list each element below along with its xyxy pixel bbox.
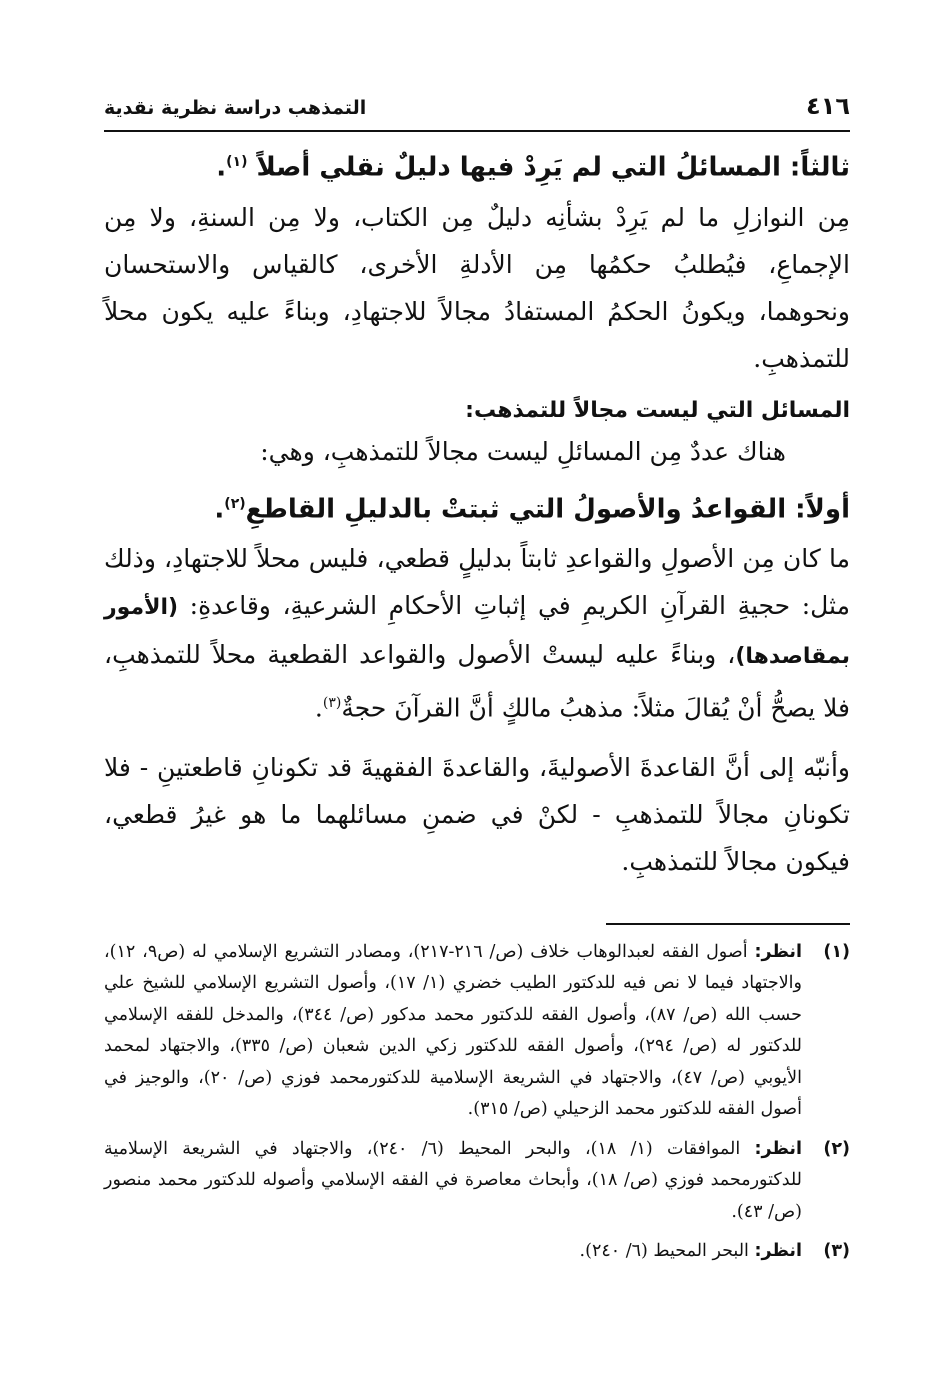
- paragraph-nawazil: مِن النوازلِ ما لم يَرِدْ بشأنِه دليلٌ مِن الكتاب، ولا مِن السنةِ، ولا مِن الإجماعِ، فيُطلبُ حكمُها مِن الأدلةِ الأخرى، كالقياس والاستحسان ونحوهما، ويكونُ الحكمُ المستفادُ مجالاً للاجتهادِ، وبناءً عليه يكون محلاً للتمذهبِ.: [104, 202, 850, 373]
- heading-text: أولاً: القواعدُ والأصولُ التي ثبتتْ بالدليلِ القاطعِ: [245, 494, 850, 525]
- footnote: [104, 1236, 850, 1268]
- section-heading-third: [104, 142, 850, 188]
- footnote-ref-1: (١): [226, 154, 248, 170]
- running-title: التمذهب دراسة نظرية نقدية: [104, 97, 367, 119]
- footnote-number: (١): [823, 941, 850, 962]
- footnote-number: (٢): [823, 1138, 850, 1159]
- footnote-text: [104, 1134, 802, 1229]
- paragraph-text: ، وبناءً عليه ليستْ الأصول والقواعد القطعية محلاً للتمذهبِ، فلا يصحُّ أنْ يُقالَ مثلاً: مذهبُ مالكٍ أنَّ القرآنَ حجةٌ: [104, 640, 850, 723]
- footnote-lead: انظر:: [754, 941, 802, 962]
- footnote-body: الموافقات (١/ ١٨)، والبحر المحيط (٦/ ٢٤٠)، والاجتهاد في الشريعة الإسلامية للدكتورمحمد فوزي (ص/ ١٨)، وأبحاث معاصرة في الفقه الإسلامي وأصوله للدكتور محمد منصور (ص/ ٤٣).: [104, 1138, 803, 1222]
- paragraph-definite-rules: [104, 535, 850, 731]
- footnote: [104, 1134, 850, 1229]
- page-number: ٤١٦: [806, 92, 850, 120]
- footnote-text: [104, 937, 802, 1126]
- footnote-body: أصول الفقه لعبدالوهاب خلاف (ص/ ٢١٦-٢١٧)، ومصادر التشريع الإسلامي له (ص٩، ١٢)، والاجتهاد فيما لا نص فيه للدكتور الطيب خضري (١/ ١٧)، وأصول التشريع الإسلامي للشيخ علي حسب الله (ص/ ٨٧)، وأصول الفقه للدكتور محمد مدكور (ص/ ٣٤٤)، والمدخل للفقه الإسلامي للدكتور له (ص/ ٢٩٤)، وأصول الفقه للدكتور زكي الدين شعبان (ص/ ٣٣٥)، والاجتهاد لمحمد الأيوبي (ص/ ٤٧)، والاجتهاد في الشريعة الإسلامية للدكتورمحمد فوزي (ص/ ٢٠)، والوجيز في أصول الفقه للدكتور محمد الزحيلي (ص/ ٣١٥).: [104, 941, 803, 1120]
- footnote-number: (٣): [823, 1241, 850, 1262]
- intro-line: هناك عددٌ مِن المسائلِ ليست مجالاً للتمذهبِ، وهي:: [260, 436, 786, 466]
- page-header: [104, 92, 850, 132]
- footnote-lead: انظر:: [754, 1241, 802, 1262]
- footnote-divider: [606, 923, 850, 925]
- heading-text: ثالثاً: المسائلُ التي لم يَرِدْ فيها دليلٌ نقلي أصلاً: [256, 152, 850, 183]
- footnote-body: البحر المحيط (٦/ ٢٤٠).: [579, 1241, 749, 1262]
- footnote-text: [104, 1236, 802, 1268]
- section-heading-nonscope: المسائل التي ليست مجالاً للتمذهب:: [465, 397, 850, 423]
- footnote: [104, 937, 850, 1126]
- heading-period: .: [214, 494, 225, 525]
- footnote-ref-2: (٢): [224, 495, 246, 512]
- footnote-lead: انظر:: [754, 1138, 802, 1159]
- bold-maxim: (الأمور بمقاصدها): [104, 595, 850, 670]
- book-page: [104, 92, 850, 1362]
- footnote-ref-3: (٣): [322, 695, 342, 712]
- paragraph-note: وأنبّه إلى أنَّ القاعدةَ الأصوليةَ، والقاعدةَ الفقهيةَ قد تكونانِ قاطعتينِ - فلا تكونانِ مجالاً للتمذهبِ - لكنْ في ضمنِ مسائلهما ما هو غيرُ قطعي، فيكون مجالاً للتمذهبِ.: [104, 752, 850, 876]
- section-heading-first: [104, 484, 850, 530]
- paragraph-period: .: [314, 693, 323, 723]
- paragraph-text: ما كان مِن الأصولِ والقواعدِ ثابتاً بدليلٍ قطعي، فليس محلاً للاجتهادِ، وذلك مثل: حجيةِ القرآنِ الكريمِ في إثباتِ الأحكامِ الشرعيةِ، وقاعدةِ:: [104, 544, 850, 621]
- heading-period: .: [216, 152, 227, 183]
